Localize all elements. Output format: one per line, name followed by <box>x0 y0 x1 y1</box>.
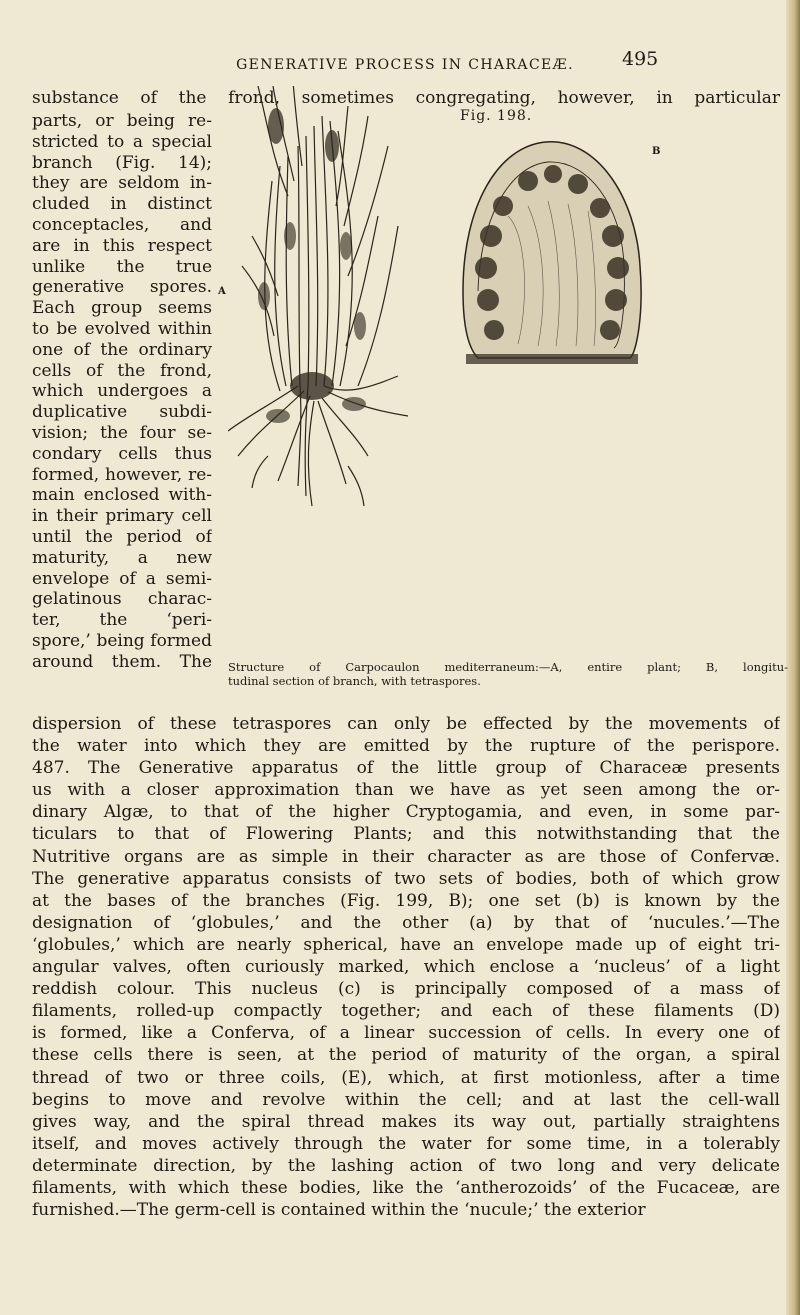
text-line: these cells there is seen, at the period of maturity of the organ, a spiral <box>32 1045 780 1066</box>
text-line: around them. The <box>32 651 212 672</box>
text-line: Nutritive organs are as simple in their character as are those of Confervæ. <box>32 846 780 867</box>
text-line: which undergoes a <box>32 381 212 402</box>
text-line: maturity, a new <box>32 547 212 568</box>
page-edge <box>786 0 800 1315</box>
text-line: duplicative subdi- <box>32 402 212 423</box>
text-line: to be evolved within <box>32 318 212 339</box>
text-line: dispersion of these tetraspores can only be effected by the movements of <box>32 714 780 734</box>
text-line: filaments, rolled-up compactly together; and each of these filaments (D) <box>32 1001 780 1022</box>
text-line: ‘globules,’ which are nearly spherical, have an envelope made up of eight tri- <box>32 934 780 955</box>
plant-illustration-a <box>228 86 408 506</box>
text-line: The generative apparatus consists of two sets of bodies, both of which grow <box>32 868 780 889</box>
page-number: 495 <box>622 48 659 70</box>
text-line: conceptacles, and <box>32 214 212 235</box>
text-line: itself, and moves actively through the water for some time, in a tolerably <box>32 1133 780 1154</box>
text-line: substance of the frond, sometimes congregating, however, in particular <box>32 88 780 108</box>
text-line: they are seldom in- <box>32 173 212 194</box>
text-line: vision; the four se- <box>32 422 212 443</box>
figure-caption <box>228 660 788 688</box>
text-line: gives way, and the spiral thread makes its way out, partially straightens <box>32 1111 780 1132</box>
text-line: begins to move and revolve within the cell; and at last the cell-wall <box>32 1089 780 1110</box>
text-line: envelope of a semi- <box>32 568 212 589</box>
text-line: are in this respect <box>32 235 212 256</box>
text-line: cluded in distinct <box>32 194 212 215</box>
text-line: ticulars to that of Flowering Plants; and this notwithstanding that the <box>32 824 780 845</box>
figure-illustration <box>228 86 678 586</box>
text-line: reddish colour. This nucleus (c) is principally composed of a mass of <box>32 979 780 1000</box>
wrapped-column <box>32 111 212 673</box>
text-line: cells of the frond, <box>32 360 212 381</box>
text-line: parts, or being re- <box>32 111 212 131</box>
text-line: is formed, like a Conferva, of a linear succession of cells. In every one of <box>32 1023 780 1044</box>
text-line: at the bases of the branches (Fig. 199, B); one set (b) is known by the <box>32 890 780 911</box>
text-line: 487. The Generative apparatus of the little group of Characeæ presents <box>32 758 780 779</box>
text-line: angular valves, often curiously marked, which enclose a ‘nucleus’ of a light <box>32 957 780 978</box>
branch-section-b <box>463 142 641 364</box>
text-line: tudinal section of branch, with tetraspores. <box>228 674 481 688</box>
text-line: stricted to a special <box>32 131 212 152</box>
text-line: Structure of Carpocaulon mediterraneum:—A, entire plant; B, longitu- <box>228 660 788 674</box>
figure-label: Fig. 198. <box>460 108 533 124</box>
text-line: branch (Fig. 14); <box>32 152 212 173</box>
text-line: us with a closer approximation than we have as yet seen among the or- <box>32 780 780 801</box>
text-line: dinary Algæ, to that of the higher Cryptogamia, and even, in some par- <box>32 802 780 823</box>
running-title: GENERATIVE PROCESS IN CHARACEÆ. <box>236 57 574 73</box>
text-line: ter, the ‘peri- <box>32 610 212 631</box>
text-line: spore,’ being formed <box>32 630 212 651</box>
text-line: in their primary cell <box>32 506 212 527</box>
main-paragraphs <box>32 713 780 1221</box>
text-line: filaments, with which these bodies, like the ‘antherozoids’ of the Fucaceæ, are <box>32 1177 780 1198</box>
text-line: unlike the true <box>32 256 212 277</box>
text-line: main enclosed with- <box>32 485 212 506</box>
text-line: designation of ‘globules,’ and the other (a) by that of ‘nucules.’—The <box>32 912 780 933</box>
figure-letter-a: A <box>218 286 226 297</box>
text-line: gelatinous charac- <box>32 589 212 610</box>
text-line: one of the ordinary <box>32 339 212 360</box>
text-line: the water into which they are emitted by the rupture of the perispore. <box>32 736 780 757</box>
text-line: Each group seems <box>32 298 212 319</box>
text-line: generative spores. <box>32 277 212 298</box>
text-line: condary cells thus <box>32 443 212 464</box>
text-line: furnished.—The germ-cell is contained within the ‘nucule;’ the exterior <box>32 1200 646 1221</box>
text-line: determinate direction, by the lashing action of two long and very delicate <box>32 1155 780 1176</box>
text-line: formed, however, re- <box>32 464 212 485</box>
figure-letter-b: B <box>652 146 661 157</box>
text-line: until the period of <box>32 526 212 547</box>
text-line: thread of two or three coils, (E), which, at first motionless, after a time <box>32 1067 780 1088</box>
